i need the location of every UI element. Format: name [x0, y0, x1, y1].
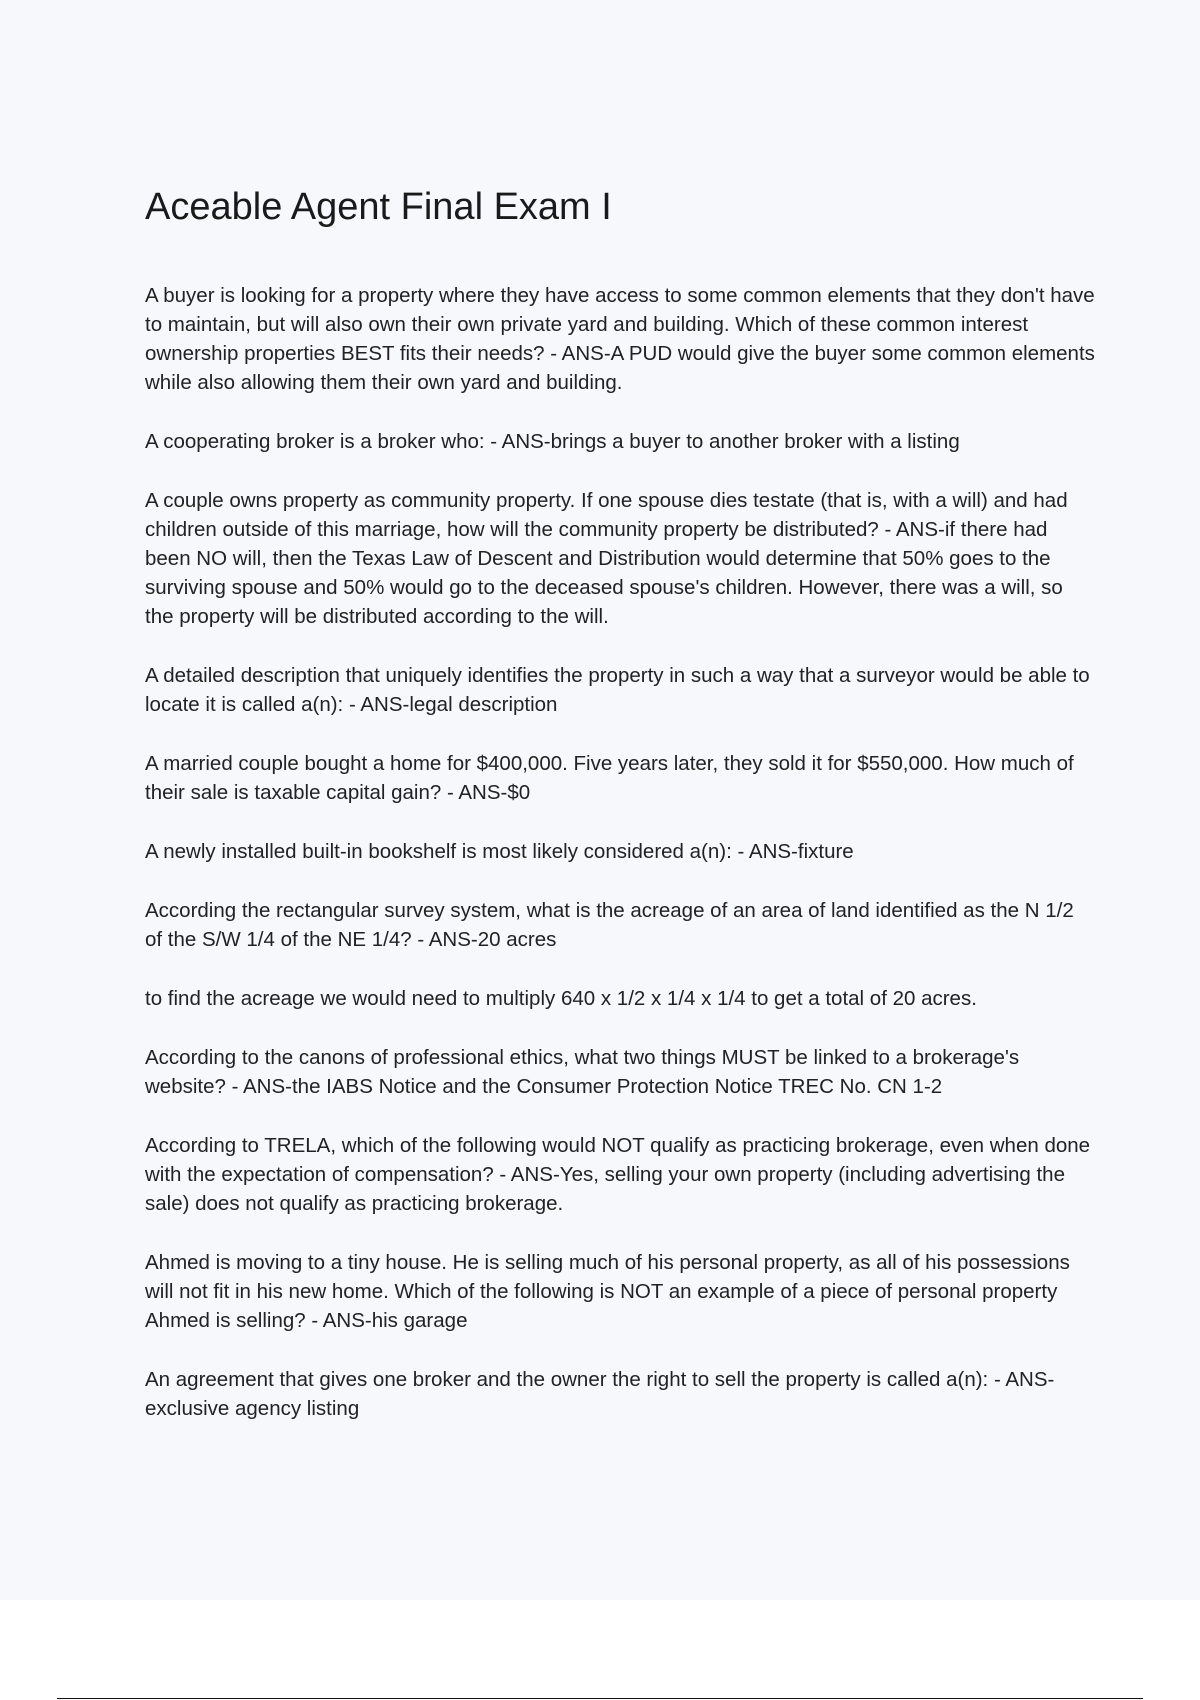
qa-entry-3: A couple owns property as community property. If one spouse dies testate (that is, with a will) and had children outside of this marriage, how will the community property be distributed? - ANS-if there had been NO will, then the Texas Law of Descent and Distribution would determine that 50% goes to the surviving spouse and 50% would go to the deceased spouse's children. However, there was a will, so the property will be distributed according to the will. — [145, 489, 1068, 628]
document-title: Aceable Agent Final Exam I — [145, 186, 612, 228]
qa-entry-10: According to TRELA, which of the following would NOT qualify as practicing brokerage, even when done with the expectation of compensation? - ANS-Yes, selling your own property (including advertising the sale) does not qualify as practicing brokerage. — [145, 1134, 1091, 1215]
footer-divider — [57, 1698, 1143, 1699]
qa-entry-9: According to the canons of professional ethics, what two things MUST be linked to a brokerage's website? - ANS-the IABS Notice and the Consumer Protection Notice TREC No. CN 1-2 — [145, 1046, 1020, 1098]
qa-entry-5: A married couple bought a home for $400,000. Five years later, they sold it for $550,000. How much of their sale is taxable capital gain? - ANS-$0 — [145, 752, 1074, 804]
qa-entry-11: Ahmed is moving to a tiny house. He is selling much of his personal property, as all of his possessions will not fit in his new home. Which of the following is NOT an example of a piece of personal property Ahmed is selling? - ANS-his garage — [145, 1251, 1070, 1332]
qa-entry-7: According the rectangular survey system, what is the acreage of an area of land identified as the N 1/2 of the S/W 1/4 of the NE 1/4? - ANS-20 acres — [145, 899, 1074, 951]
qa-entry-4: A detailed description that uniquely identifies the property in such a way that a surveyor would be able to locate it is called a(n): - ANS-legal description — [145, 664, 1090, 716]
qa-entry-2: A cooperating broker is a broker who: - ANS-brings a buyer to another broker with a listing — [145, 430, 960, 453]
qa-entry-8: to find the acreage we would need to multiply 640 x 1/2 x 1/4 x 1/4 to get a total of 20 acres. — [145, 987, 977, 1010]
qa-entry-6: A newly installed built-in bookshelf is most likely considered a(n): - ANS-fixture — [145, 840, 854, 863]
qa-entry-1: A buyer is looking for a property where they have access to some common elements that they don't have to maintain, but will also own their own private yard and building. Which of these common interest ownership properties BEST fits their needs? - ANS-A PUD would give the buyer some common elements while also allowing them their own yard and building. — [145, 284, 1095, 394]
document-content — [145, 183, 1095, 1453]
qa-entry-12: An agreement that gives one broker and the owner the right to sell the property is called a(n): - ANS-exclusive agency listing — [145, 1368, 1055, 1420]
